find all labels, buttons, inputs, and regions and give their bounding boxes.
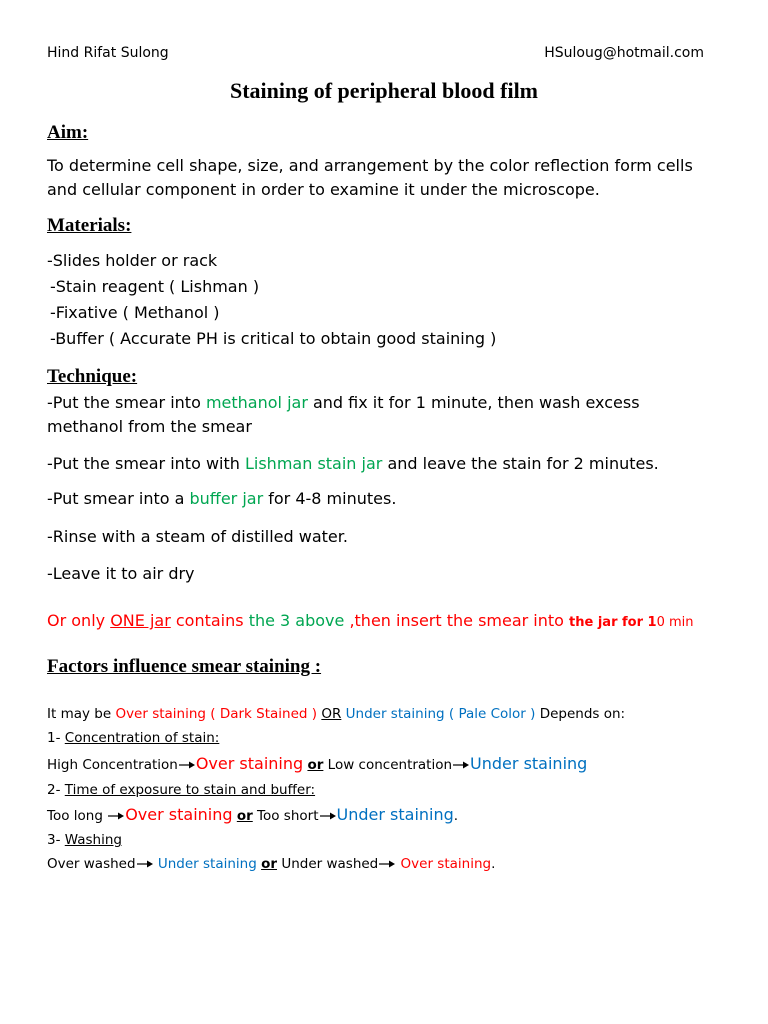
factor-3-title: 3- Washing: [47, 832, 122, 848]
technique-step-4: -Rinse with a steam of distilled water.: [47, 527, 348, 546]
arrow-right-icon: [137, 859, 153, 869]
aim-heading: Aim:: [47, 122, 89, 143]
materials-item: -Fixative ( Methanol ): [50, 303, 220, 322]
buffer-jar-highlight: buffer jar: [189, 489, 264, 508]
factor-1-row: High Concentration Over staining or Low concentration Under staining: [47, 754, 588, 773]
technique-heading: Technique:: [47, 366, 138, 387]
one-jar-emphasis: ONE jar: [110, 611, 171, 630]
technique-step-2: -Put the smear into with Lishman stain jar and leave the stain for 2 minutes.: [47, 454, 659, 473]
arrow-right-icon: [379, 859, 395, 869]
factor-2-row: Too long Over staining or Too short Under staining.: [47, 805, 459, 824]
factors-heading: Factors influence smear staining :: [47, 656, 322, 677]
technique-step-3: -Put smear into a buffer jar for 4-8 minutes.: [47, 489, 397, 508]
one-jar-note: Or only ONE jar contains the 3 above ,then insert the smear into the jar for 10 min: [47, 611, 694, 630]
technique-step-1: -Put the smear into methanol jar and fix it for 1 minute, then wash excess: [47, 393, 640, 412]
arrow-right-icon: [453, 760, 469, 770]
factor-1-title: 1- Concentration of stain:: [47, 730, 220, 746]
arrow-right-icon: [108, 811, 124, 821]
methanol-jar-highlight: methanol jar: [205, 393, 308, 412]
materials-item: -Buffer ( Accurate PH is critical to obtain good staining ): [50, 329, 497, 348]
author-email: HSuloug@hotmail.com: [544, 45, 704, 61]
materials-item: -Stain reagent ( Lishman ): [50, 277, 260, 296]
materials-item: -Slides holder or rack: [47, 251, 218, 270]
aim-text-line2: and cellular component in order to examine it under the microscope.: [47, 180, 600, 199]
arrow-right-icon: [320, 811, 336, 821]
technique-step-5: -Leave it to air dry: [47, 564, 195, 583]
aim-text-line1: To determine cell shape, size, and arrangement by the color reflection form cells: [47, 156, 693, 175]
author-name: Hind Rifat Sulong: [47, 45, 169, 61]
arrow-right-icon: [179, 760, 195, 770]
technique-step-1-cont: methanol from the smear: [47, 417, 252, 436]
factor-2-title: 2- Time of exposure to stain and buffer:: [47, 782, 316, 798]
materials-heading: Materials:: [47, 215, 132, 236]
factor-3-row: Over washed Under staining or Under washed Over staining.: [47, 856, 496, 872]
page-title: Staining of peripheral blood film: [229, 78, 539, 103]
lishman-jar-highlight: Lishman stain jar: [244, 454, 383, 473]
factors-intro: It may be Over staining ( Dark Stained ) OR Under staining ( Pale Color ) Depends on:: [47, 706, 626, 722]
